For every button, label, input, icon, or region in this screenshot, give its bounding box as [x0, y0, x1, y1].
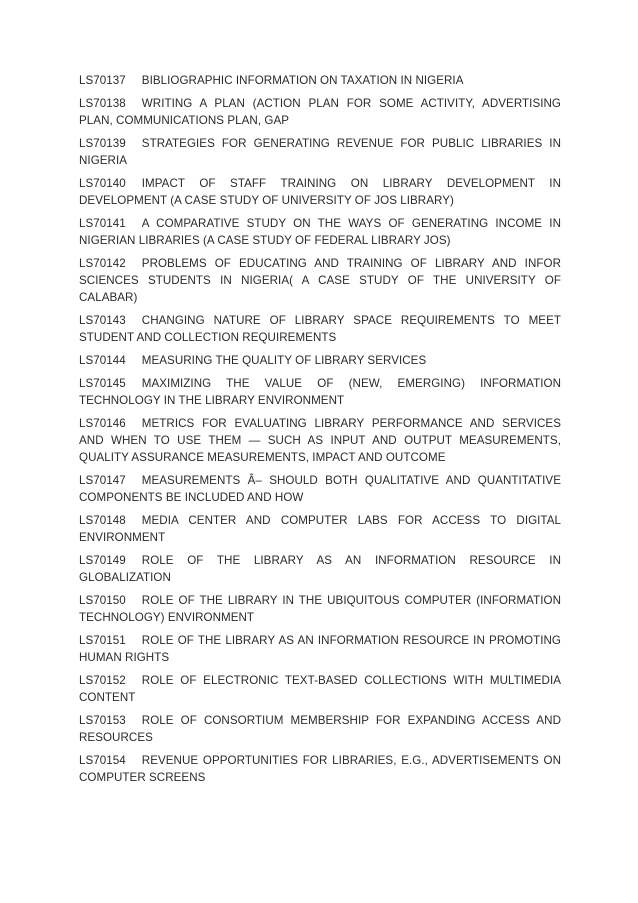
- entry-title: ROLE OF THE LIBRARY AS AN INFORMATION RESOURCE IN PROMOTING HUMAN RIGHTS: [79, 634, 561, 664]
- entry-title: METRICS FOR EVALUATING LIBRARY PERFORMANCE AND SERVICES AND WHEN TO USE THEM — SUCH AS INPUT AND OUTPUT MEASUREMENTS, QUALITY ASSURANCE MEASUREMENTS, IMPACT AND OUTCOME: [79, 417, 561, 464]
- entry-title: STRATEGIES FOR GENERATING REVENUE FOR PUBLIC LIBRARIES IN NIGERIA: [79, 137, 561, 167]
- list-item: [79, 72, 561, 89]
- entry-code: LS70148: [79, 514, 126, 527]
- entry-title: A COMPARATIVE STUDY ON THE WAYS OF GENERATING INCOME IN NIGERIAN LIBRARIES (A CASE STUDY OF FEDERAL LIBRARY JOS): [79, 217, 561, 247]
- entry-title: IMPACT OF STAFF TRAINING ON LIBRARY DEVELOPMENT IN DEVELOPMENT (A CASE STUDY OF UNIVERSITY OF JOS LIBRARY): [79, 177, 561, 207]
- entry-code: LS70142: [79, 257, 126, 270]
- entry-code: LS70137: [79, 74, 126, 87]
- entry-title: MAXIMIZING THE VALUE OF (NEW, EMERGING) INFORMATION TECHNOLOGY IN THE LIBRARY ENVIRONMENT: [79, 377, 561, 407]
- entry-code: LS70143: [79, 314, 126, 327]
- list-item: [79, 415, 561, 466]
- list-item: [79, 375, 561, 409]
- entry-title: MEASUREMENTS Â– SHOULD BOTH QUALITATIVE AND QUANTITATIVE COMPONENTS BE INCLUDED AND HOW: [79, 474, 561, 504]
- entry-title: PROBLEMS OF EDUCATING AND TRAINING OF LIBRARY AND INFOR SCIENCES STUDENTS IN NIGERIA( A CASE STUDY OF THE UNIVERSITY OF CALABAR): [79, 257, 561, 304]
- entry-code: LS70139: [79, 137, 126, 150]
- entry-title: MEASURING THE QUALITY OF LIBRARY SERVICES: [141, 354, 427, 367]
- list-item: [79, 215, 561, 249]
- entry-code: LS70152: [79, 674, 126, 687]
- list-item: [79, 255, 561, 306]
- entry-code: LS70150: [79, 594, 126, 607]
- list-item: [79, 135, 561, 169]
- list-item: [79, 592, 561, 626]
- list-item: [79, 752, 561, 786]
- entry-code: LS70154: [79, 754, 126, 767]
- list-item: [79, 632, 561, 666]
- entry-code: LS70146: [79, 417, 126, 430]
- entry-code: LS70147: [79, 474, 126, 487]
- entry-code: LS70153: [79, 714, 126, 727]
- list-item: [79, 512, 561, 546]
- entry-title: ROLE OF CONSORTIUM MEMBERSHIP FOR EXPANDING ACCESS AND RESOURCES: [79, 714, 561, 744]
- entry-code: LS70149: [79, 554, 126, 567]
- list-item: [79, 472, 561, 506]
- list-item: [79, 312, 561, 346]
- list-item: [79, 672, 561, 706]
- entry-title: ROLE OF ELECTRONIC TEXT-BASED COLLECTIONS WITH MULTIMEDIA CONTENT: [79, 674, 561, 704]
- entry-title: MEDIA CENTER AND COMPUTER LABS FOR ACCESS TO DIGITAL ENVIRONMENT: [79, 514, 561, 544]
- list-item: [79, 175, 561, 209]
- entry-title: REVENUE OPPORTUNITIES FOR LIBRARIES, E.G., ADVERTISEMENTS ON COMPUTER SCREENS: [79, 754, 561, 784]
- entry-title: WRITING A PLAN (ACTION PLAN FOR SOME ACTIVITY, ADVERTISING PLAN, COMMUNICATIONS PLAN, GAP: [79, 97, 561, 127]
- entry-title: ROLE OF THE LIBRARY AS AN INFORMATION RESOURCE IN GLOBALIZATION: [79, 554, 561, 584]
- project-topic-list: [79, 72, 561, 792]
- entry-code: LS70138: [79, 97, 126, 110]
- entry-code: LS70140: [79, 177, 126, 190]
- entry-title: ROLE OF THE LIBRARY IN THE UBIQUITOUS COMPUTER (INFORMATION TECHNOLOGY) ENVIRONMENT: [79, 594, 561, 624]
- list-item: [79, 552, 561, 586]
- entry-code: LS70144: [79, 354, 126, 367]
- entry-title: CHANGING NATURE OF LIBRARY SPACE REQUIREMENTS TO MEET STUDENT AND COLLECTION REQUIREMENTS: [79, 314, 561, 344]
- entry-code: LS70145: [79, 377, 126, 390]
- list-item: [79, 95, 561, 129]
- entry-code: LS70151: [79, 634, 126, 647]
- list-item: [79, 352, 561, 369]
- entry-title: BIBLIOGRAPHIC INFORMATION ON TAXATION IN NIGERIA: [141, 74, 464, 87]
- list-item: [79, 712, 561, 746]
- entry-code: LS70141: [79, 217, 126, 230]
